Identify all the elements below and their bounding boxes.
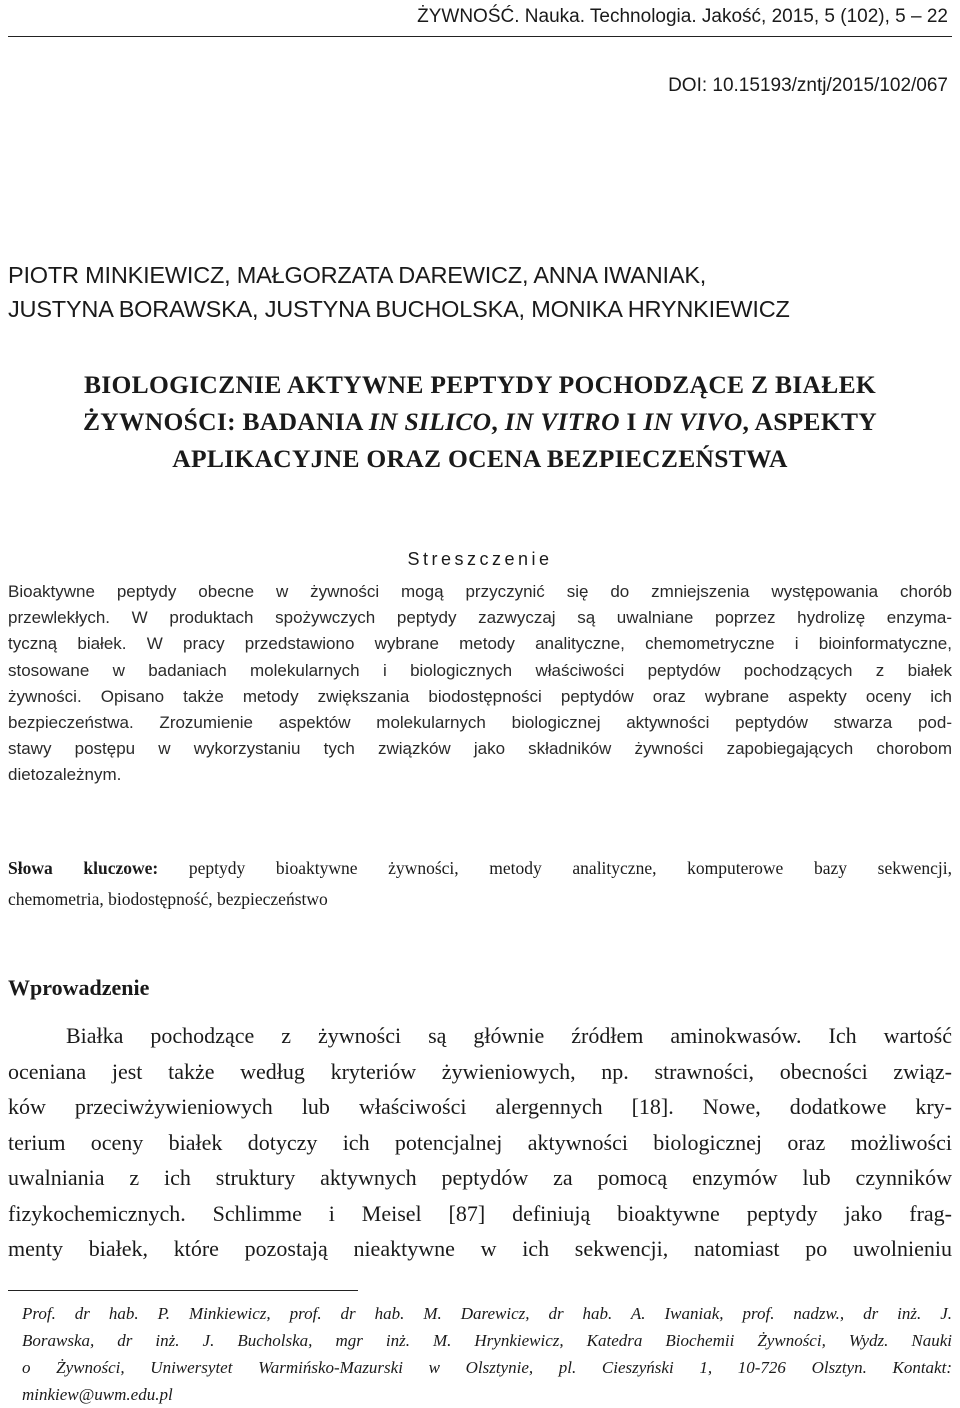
- title-italic: IN VITRO: [504, 407, 620, 436]
- abstract-heading: Streszczenie: [407, 549, 553, 569]
- doi-line: DOI: 10.15193/zntj/2015/102/067: [668, 75, 948, 96]
- abstract-line: przewlekłych. W produktach spożywczych peptydy zazwyczaj są uwalniane poprzez hydrolizę enzyma-: [8, 608, 952, 628]
- footnote-line: Borawska, dr inż. J. Bucholska, mgr inż. M. Hrynkiewicz, Katedra Biochemii Żywności, Wydz. Nauki: [22, 1331, 952, 1350]
- footnote-line: o Żywności, Uniwersytet Warmińsko-Mazurski w Olsztynie, pl. Cieszyński 1, 10-726 Olsztyn. Kontakt:: [22, 1358, 952, 1377]
- header-rule: [8, 36, 952, 37]
- title-text: ŻYWNOŚCI: BADANIA: [82, 407, 369, 436]
- author-line: PIOTR MINKIEWICZ, MAŁGORZATA DAREWICZ, ANNA IWANIAK,: [8, 262, 707, 288]
- journal-header: ŻYWNOŚĆ. Nauka. Technologia. Jakość, 2015, 5 (102), 5 – 22: [417, 6, 948, 27]
- abstract-line: żywności. Opisano także metody zwiększania biodostępności peptydów oraz wybrane aspekty oceny ich: [8, 686, 952, 706]
- keywords-line: chemometria, biodostępność, bezpieczeństwo: [8, 889, 328, 909]
- section-heading: Wprowadzenie: [8, 975, 150, 1000]
- title-line: [0, 403, 960, 440]
- abstract-line: stosowane w badaniach molekularnych i biologicznych właściwości peptydów pochodzących z białek: [8, 660, 952, 680]
- abstract-line: bezpieczeństwa. Zrozumienie aspektów molekularnych biologicznej aktywności peptydów stwarza pod-: [8, 713, 952, 733]
- abstract-line: stawy postępu w wykorzystaniu tych związków jako składników żywności zapobiegających chorobom: [8, 739, 952, 759]
- body-line: fizykochemicznych. Schlimme i Meisel [87] definiują bioaktywne peptydy jako frag-: [8, 1200, 952, 1226]
- author-line: JUSTYNA BORAWSKA, JUSTYNA BUCHOLSKA, MONIKA HRYNKIEWICZ: [8, 296, 790, 322]
- title-line: BIOLOGICZNIE AKTYWNE PEPTYDY POCHODZĄCE Z BIAŁEK: [83, 370, 877, 399]
- author-affiliation-footnote: [22, 1300, 952, 1408]
- body-line: Białka pochodzące z żywności są głównie źródłem aminokwasów. Ich wartość: [66, 1023, 952, 1048]
- abstract-line: tyczną białek. W pracy przedstawiono wybrane metody analityczne, chemometryczne i bioinformatyczne,: [8, 634, 952, 654]
- body-line: ków przeciwżywieniowych lub właściwości alergennych [18]. Nowe, dodatkowe kry-: [8, 1094, 952, 1119]
- body-line: uwalniania z ich struktury aktywnych peptydów za pomocą enzymów lub czynników: [8, 1165, 952, 1190]
- title-italic: IN SILICO: [368, 407, 492, 436]
- keywords-label: Słowa kluczowe:: [8, 858, 159, 878]
- title-line: APLIKACYJNE ORAZ OCENA BEZPIECZEŃSTWA: [172, 444, 788, 473]
- body-line: menty białek, które pozostają nieaktywne w ich sekwencji, natomiast po uwolnieniu: [8, 1236, 952, 1261]
- abstract-line: dietozależnym.: [8, 765, 122, 785]
- section-body: [8, 1018, 952, 1267]
- body-line: terium oceny białek dotyczy ich potencjalnej aktywności biologicznej oraz możliwości: [8, 1129, 952, 1155]
- abstract-body: [8, 579, 952, 789]
- title-text: I: [619, 407, 644, 436]
- author-list: [8, 258, 958, 326]
- title-text: , ASPEKTY: [742, 407, 878, 436]
- keywords-line: [8, 853, 952, 884]
- keywords-block: [8, 853, 952, 915]
- title-text: ,: [491, 407, 505, 436]
- body-line: oceniana jest także według kryteriów żywieniowych, np. strawności, obecności związ-: [8, 1058, 952, 1084]
- abstract-line: Bioaktywne peptydy obecne w żywności mogą przyczynić się do zmniejszenia występowania chorób: [8, 582, 952, 601]
- footnote-line: Prof. dr hab. P. Minkiewicz, prof. dr hab. M. Darewicz, dr hab. A. Iwaniak, prof. nadzw., dr inż. J.: [22, 1304, 952, 1323]
- footnote-line: minkiew@uwm.edu.pl: [22, 1385, 173, 1404]
- article-title: [0, 366, 960, 477]
- footnote-rule: [8, 1290, 358, 1291]
- keywords-text: peptydy bioaktywne żywności, metody analityczne, komputerowe bazy sekwencji,: [158, 858, 952, 878]
- title-italic: IN VIVO: [643, 407, 743, 436]
